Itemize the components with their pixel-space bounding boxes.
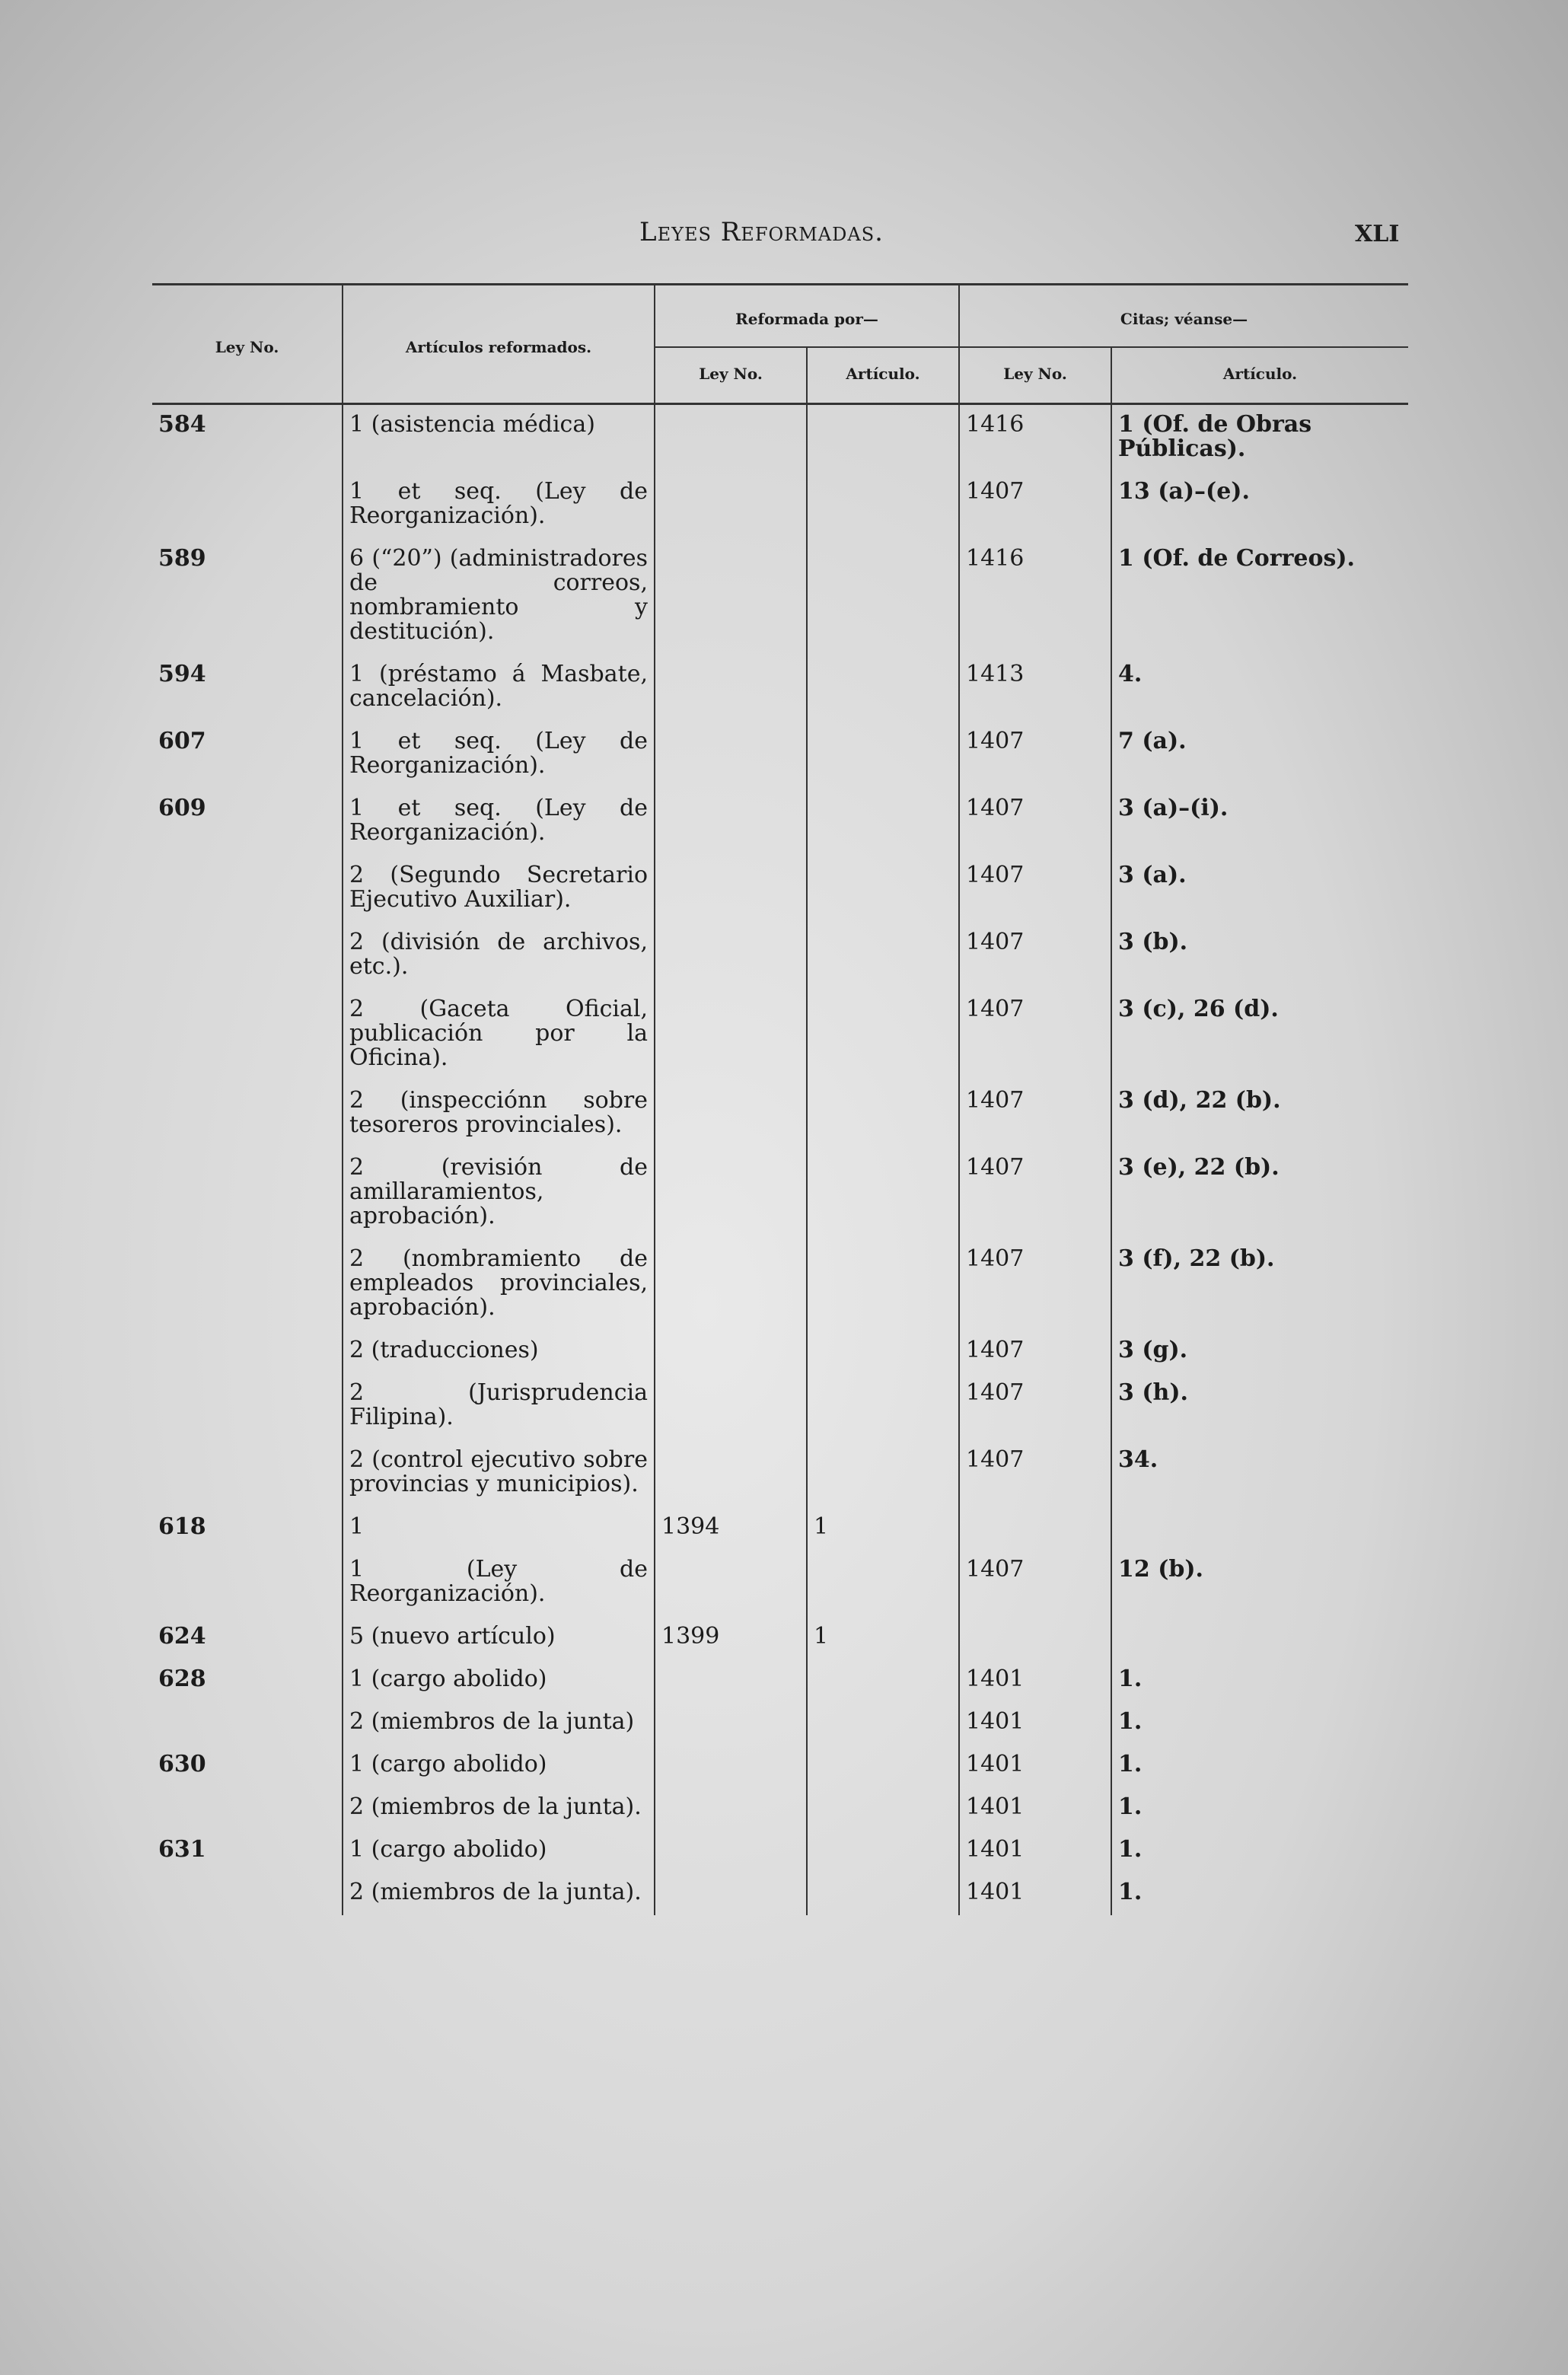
reformada-articulo-cell [807, 1659, 959, 1702]
reformada-ley-cell [655, 789, 807, 856]
reformada-ley-cell [655, 1373, 807, 1440]
reformada-articulo-cell [807, 789, 959, 856]
articulo-reformado-cell: 1 et seq. (Ley de Reorganización). [343, 472, 655, 539]
cita-ley-cell: 1407 [959, 472, 1111, 539]
reformada-ley-cell [655, 1745, 807, 1787]
cita-ley-cell: 1407 [959, 789, 1111, 856]
table-row [152, 472, 1408, 539]
reformada-articulo-cell [807, 923, 959, 990]
cita-ley-cell: 1416 [959, 539, 1111, 655]
cita-ley-cell: 1401 [959, 1787, 1111, 1830]
cita-ley-cell [959, 1507, 1111, 1550]
reformada-articulo-cell: 1 [807, 1507, 959, 1550]
ley-number-cell [152, 1440, 343, 1507]
table-row [152, 1081, 1408, 1148]
page-number: XLI [1355, 221, 1400, 247]
reformada-articulo-cell [807, 404, 959, 473]
cita-ley-cell: 1407 [959, 1550, 1111, 1617]
articulo-reformado-cell: 1 et seq. (Ley de Reorganización). [343, 722, 655, 789]
cita-articulo-cell [1111, 1617, 1408, 1659]
articulo-reformado-cell: 2 (Gaceta Oficial, publicación por la Oficina). [343, 990, 655, 1081]
reformada-ley-cell [655, 404, 807, 473]
ley-number-cell [152, 856, 343, 923]
cita-articulo-cell: 1. [1111, 1787, 1408, 1830]
ley-number-cell: 594 [158, 661, 206, 687]
articulo-reformado-cell: 2 (miembros de la junta). [343, 1873, 655, 1915]
reformada-ley-cell [655, 1659, 807, 1702]
cita-articulo-cell: 1. [1111, 1830, 1408, 1873]
table-row [152, 722, 1408, 789]
articulo-reformado-cell: 2 (Segundo Secretario Ejecutivo Auxiliar). [343, 856, 655, 923]
table-row [152, 1787, 1408, 1830]
reformada-articulo-cell [807, 990, 959, 1081]
ley-number-cell [152, 1239, 343, 1331]
ley-number-cell: 607 [158, 728, 206, 754]
table-row [152, 1830, 1408, 1873]
reformada-articulo-cell: 1 [807, 1617, 959, 1659]
cita-articulo-cell: 3 (a). [1111, 856, 1408, 923]
ley-number-cell [152, 1787, 343, 1830]
articulo-reformado-cell: 1 (cargo abolido) [343, 1830, 655, 1873]
reformada-ley-cell: 1399 [655, 1617, 807, 1659]
reformada-articulo-cell [807, 1787, 959, 1830]
articulo-reformado-cell: 2 (Jurisprudencia Filipina). [343, 1373, 655, 1440]
cita-articulo-cell: 3 (c), 26 (d). [1111, 990, 1408, 1081]
ley-number-cell: 630 [158, 1751, 206, 1777]
reformada-articulo-cell [807, 1081, 959, 1148]
cita-ley-cell: 1407 [959, 1440, 1111, 1507]
articulo-reformado-cell: 1 et seq. (Ley de Reorganización). [343, 789, 655, 856]
ley-number-cell: 584 [158, 411, 206, 438]
reformada-articulo-cell [807, 539, 959, 655]
reformada-articulo-cell [807, 655, 959, 722]
articulo-reformado-cell: 2 (inspecciónn sobre tesoreros provinciales). [343, 1081, 655, 1148]
reformada-articulo-cell [807, 1373, 959, 1440]
cita-ley-cell: 1407 [959, 923, 1111, 990]
cita-articulo-cell: 1. [1111, 1745, 1408, 1787]
cita-articulo-cell: 1. [1111, 1702, 1408, 1745]
reformada-ley-cell [655, 1440, 807, 1507]
cita-articulo-cell: 3 (b). [1111, 923, 1408, 990]
col-header-ref-articulo: Artículo. [807, 347, 959, 404]
col-header-citas: Citas; véanse— [959, 285, 1408, 348]
col-header-articulos: Artículos reformados. [343, 285, 655, 404]
table-row [152, 1873, 1408, 1915]
reformada-ley-cell [655, 1787, 807, 1830]
cita-articulo-cell: 1 (Of. de Obras Públicas). [1111, 404, 1408, 473]
reformada-ley-cell [655, 856, 807, 923]
laws-table [152, 283, 1408, 1915]
cita-articulo-cell: 1. [1111, 1659, 1408, 1702]
articulo-reformado-cell: 2 (división de archivos, etc.). [343, 923, 655, 990]
cita-ley-cell: 1416 [959, 404, 1111, 473]
col-header-cita-ley: Ley No. [959, 347, 1111, 404]
articulo-reformado-cell: 6 (“20”) (administradores de correos, nombramiento y destitución). [343, 539, 655, 655]
table-row [152, 1550, 1408, 1617]
cita-ley-cell: 1407 [959, 1331, 1111, 1373]
articulo-reformado-cell: 1 (cargo abolido) [343, 1659, 655, 1702]
table-row [152, 1745, 1408, 1787]
cita-ley-cell: 1401 [959, 1745, 1111, 1787]
cita-ley-cell: 1407 [959, 722, 1111, 789]
articulo-reformado-cell: 1 (Ley de Reorganización). [343, 1550, 655, 1617]
cita-ley-cell: 1407 [959, 1081, 1111, 1148]
reformada-articulo-cell [807, 1702, 959, 1745]
cita-articulo-cell: 4. [1111, 655, 1408, 722]
table-row [152, 990, 1408, 1081]
cita-ley-cell: 1407 [959, 1239, 1111, 1331]
table-row [152, 655, 1408, 722]
ley-number-cell: 628 [158, 1666, 206, 1692]
reformada-ley-cell [655, 1550, 807, 1617]
ley-number-cell [152, 1331, 343, 1373]
articulo-reformado-cell: 1 (cargo abolido) [343, 1745, 655, 1787]
cita-articulo-cell: 3 (e), 22 (b). [1111, 1148, 1408, 1239]
col-header-ley-no: Ley No. [152, 285, 343, 404]
ley-number-cell: 589 [158, 545, 206, 572]
ley-number-cell [152, 472, 343, 539]
ley-number-cell [152, 1081, 343, 1148]
ley-number-cell [152, 990, 343, 1081]
cita-ley-cell: 1401 [959, 1873, 1111, 1915]
reformada-articulo-cell [807, 722, 959, 789]
articulo-reformado-cell: 2 (revisión de amillaramientos, aprobación). [343, 1148, 655, 1239]
cita-ley-cell: 1401 [959, 1830, 1111, 1873]
reformada-articulo-cell [807, 1440, 959, 1507]
reformada-articulo-cell [807, 1331, 959, 1373]
running-head: Leyes Reformadas. [639, 217, 884, 247]
col-header-reformada-por: Reformada por— [655, 285, 959, 348]
table-row [152, 1373, 1408, 1440]
reformada-ley-cell [655, 923, 807, 990]
reformada-articulo-cell [807, 856, 959, 923]
reformada-articulo-cell [807, 1830, 959, 1873]
articulo-reformado-cell: 1 (asistencia médica) [343, 404, 655, 473]
table-row [152, 1617, 1408, 1659]
reformada-ley-cell [655, 1081, 807, 1148]
cita-articulo-cell: 1. [1111, 1873, 1408, 1915]
cita-articulo-cell: 3 (f), 22 (b). [1111, 1239, 1408, 1331]
ley-number-cell: 609 [158, 795, 206, 821]
ley-number-cell [152, 923, 343, 990]
ley-number-cell [152, 1373, 343, 1440]
reformada-ley-cell [655, 990, 807, 1081]
articulo-reformado-cell: 5 (nuevo artículo) [343, 1617, 655, 1659]
table-row [152, 1659, 1408, 1702]
reformada-ley-cell [655, 722, 807, 789]
table-row [152, 1440, 1408, 1507]
table-row [152, 923, 1408, 990]
articulo-reformado-cell: 2 (miembros de la junta). [343, 1787, 655, 1830]
reformada-ley-cell [655, 1148, 807, 1239]
reformada-ley-cell [655, 1830, 807, 1873]
cita-articulo-cell: 12 (b). [1111, 1550, 1408, 1617]
ley-number-cell: 631 [158, 1836, 206, 1863]
reformada-ley-cell [655, 472, 807, 539]
cita-articulo-cell: 3 (h). [1111, 1373, 1408, 1440]
cita-ley-cell [959, 1617, 1111, 1659]
cita-ley-cell: 1407 [959, 990, 1111, 1081]
table-row [152, 1507, 1408, 1550]
reformada-ley-cell [655, 1873, 807, 1915]
cita-articulo-cell: 3 (a)–(i). [1111, 789, 1408, 856]
ley-number-cell [152, 1550, 343, 1617]
table-row [152, 1148, 1408, 1239]
ley-number-cell: 618 [158, 1513, 206, 1540]
ley-number-cell [152, 1148, 343, 1239]
table-row [152, 856, 1408, 923]
cita-articulo-cell: 13 (a)–(e). [1111, 472, 1408, 539]
cita-articulo-cell [1111, 1507, 1408, 1550]
cita-articulo-cell: 3 (g). [1111, 1331, 1408, 1373]
reformada-articulo-cell [807, 1873, 959, 1915]
ley-number-cell [152, 1873, 343, 1915]
reformada-ley-cell [655, 1702, 807, 1745]
cita-ley-cell: 1413 [959, 655, 1111, 722]
cita-ley-cell: 1407 [959, 1148, 1111, 1239]
ley-number-cell: 624 [158, 1623, 206, 1650]
articulo-reformado-cell: 1 (préstamo á Masbate, cancelación). [343, 655, 655, 722]
articulo-reformado-cell: 2 (traducciones) [343, 1331, 655, 1373]
cita-ley-cell: 1401 [959, 1702, 1111, 1745]
cita-articulo-cell: 1 (Of. de Correos). [1111, 539, 1408, 655]
reformada-articulo-cell [807, 1239, 959, 1331]
table-row [152, 1702, 1408, 1745]
table-body [152, 404, 1408, 1916]
articulo-reformado-cell: 1 [343, 1507, 655, 1550]
table-row [152, 789, 1408, 856]
articulo-reformado-cell: 2 (nombramiento de empleados provinciales, aprobación). [343, 1239, 655, 1331]
cita-ley-cell: 1407 [959, 1373, 1111, 1440]
table-row [152, 404, 1408, 473]
reformada-articulo-cell [807, 1148, 959, 1239]
table-row [152, 1331, 1408, 1373]
reformada-articulo-cell [807, 472, 959, 539]
reformada-ley-cell [655, 1239, 807, 1331]
table-row [152, 539, 1408, 655]
cita-ley-cell: 1407 [959, 856, 1111, 923]
reformada-ley-cell [655, 539, 807, 655]
reformada-ley-cell [655, 655, 807, 722]
cita-articulo-cell: 3 (d), 22 (b). [1111, 1081, 1408, 1148]
articulo-reformado-cell: 2 (miembros de la junta) [343, 1702, 655, 1745]
cita-articulo-cell: 7 (a). [1111, 722, 1408, 789]
reformada-articulo-cell [807, 1745, 959, 1787]
articulo-reformado-cell: 2 (control ejecutivo sobre provincias y municipios). [343, 1440, 655, 1507]
reformada-ley-cell [655, 1331, 807, 1373]
ley-number-cell [152, 1702, 343, 1745]
col-header-cita-articulo: Artículo. [1111, 347, 1408, 404]
cita-articulo-cell: 34. [1111, 1440, 1408, 1507]
col-header-ref-ley: Ley No. [655, 347, 807, 404]
table-row [152, 1239, 1408, 1331]
reformada-ley-cell: 1394 [655, 1507, 807, 1550]
cita-ley-cell: 1401 [959, 1659, 1111, 1702]
reformada-articulo-cell [807, 1550, 959, 1617]
